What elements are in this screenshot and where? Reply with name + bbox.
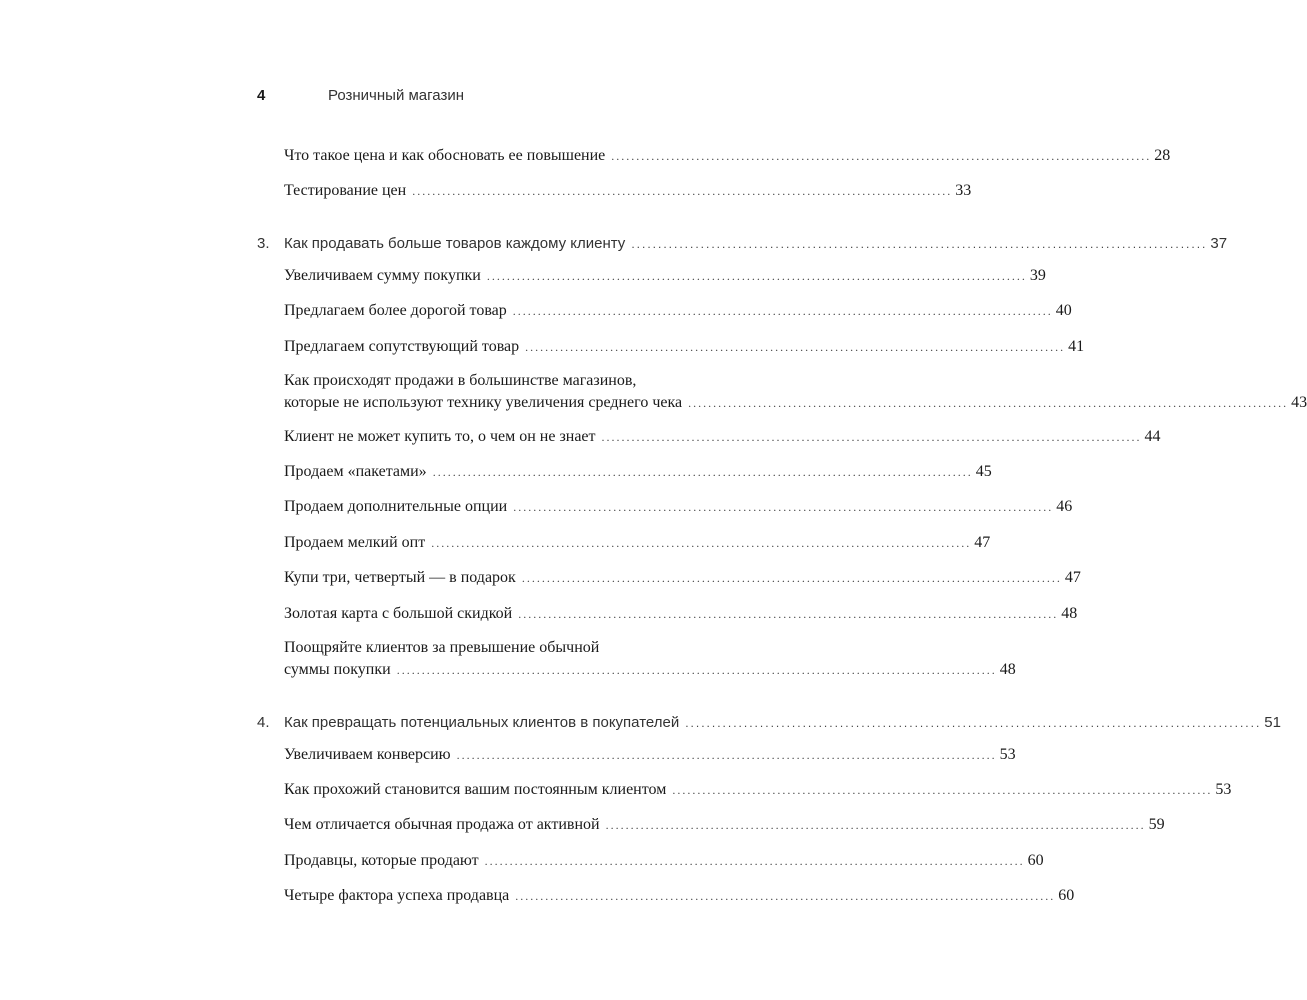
toc-entry-page: 47 (974, 534, 991, 551)
dot-leader: ............................................................................................................ (431, 536, 972, 550)
toc-entry-page: 43 (1291, 394, 1307, 411)
dot-leader: ............................................................................................................ (518, 607, 1059, 621)
toc-chapter-title: Как продавать больше товаров каждому клиенту (284, 235, 626, 252)
toc-entry (284, 265, 1046, 287)
dot-leader: ............................................................................................................ (513, 500, 1054, 514)
toc-entry (284, 300, 1072, 322)
toc-entry-page: 46 (1056, 498, 1073, 515)
toc-entry (284, 145, 1171, 167)
toc-entry-page: 47 (1064, 569, 1081, 586)
toc-entry-title: Как прохожий становится вашим постоянным клиентом (284, 781, 667, 798)
dot-leader: ............................................................................................................ (685, 716, 1262, 730)
toc-chapter-title: Как превращать потенциальных клиентов в покупателей (284, 714, 680, 731)
toc-entry-page: 33 (955, 182, 972, 199)
toc-entry-page: 39 (1029, 267, 1046, 284)
toc-entry-title: Золотая карта с большой скидкой (284, 605, 513, 622)
dot-leader: ............................................................................................................ (456, 748, 997, 762)
toc-entry-page: 40 (1055, 302, 1072, 319)
dot-leader: ............................................................................................................ (512, 304, 1053, 318)
dot-leader: ............................................................................................................ (432, 465, 973, 479)
toc-chapter (257, 712, 1281, 734)
dot-leader: ........................................................................................................................ (688, 396, 1289, 410)
toc-chapter (257, 233, 1228, 255)
toc-entry-title: Клиент не может купить то, о чем он не знает (284, 428, 596, 445)
toc-entry-title-line2: которые не используют технику увеличения среднего чека (284, 394, 683, 411)
toc-chapter-page: 37 (1210, 235, 1228, 252)
toc-entry-title: Продаем «пакетами» (284, 463, 427, 480)
toc-entry-line2 (284, 659, 1016, 681)
toc-entry-multiline (284, 370, 1307, 414)
toc-entry-multiline (284, 637, 1016, 681)
toc-entry-page: 41 (1068, 338, 1085, 355)
toc-entry-title: Продаем дополнительные опции (284, 498, 508, 515)
toc-entry (284, 496, 1073, 518)
toc-entry (284, 567, 1081, 589)
toc-entry-title: Четыре фактора успеха продавца (284, 887, 510, 904)
toc-entry-title-line2: суммы покупки (284, 661, 391, 678)
toc-entry-page: 60 (1027, 852, 1044, 869)
toc-entry (284, 885, 1075, 907)
toc-entry-page: 53 (1215, 781, 1232, 798)
toc-entry (284, 850, 1044, 872)
toc-entry-page: 53 (999, 746, 1016, 763)
running-title: Розничный магазин (328, 87, 464, 104)
toc-entry-title: Продавцы, которые продают (284, 852, 479, 869)
toc-entry-title: Тестирование цен (284, 182, 407, 199)
toc-entry (284, 532, 991, 554)
toc-entry-title-line1: Поощряйте клиентов за превышение обычной (284, 639, 600, 656)
toc-chapter-page: 51 (1264, 714, 1281, 731)
toc-entry-page: 48 (999, 661, 1016, 678)
toc-entry (284, 461, 992, 483)
page-number: 4 (257, 87, 266, 104)
toc-entry-title: Чем отличается обычная продажа от активной (284, 816, 600, 833)
toc-entry-title: Увеличиваем конверсию (284, 746, 451, 763)
toc-entry-title: Предлагаем более дорогой товар (284, 302, 507, 319)
toc-entry (284, 180, 972, 202)
toc-entry-title-line1: Как происходят продажи в большинстве магазинов, (284, 372, 637, 389)
dot-leader: ............................................................................................................ (611, 149, 1152, 163)
toc-entry (284, 603, 1078, 625)
dot-leader: ............................................................................................................ (484, 854, 1025, 868)
toc-entry (284, 779, 1232, 801)
toc-entry (284, 336, 1085, 358)
dot-leader: ........................................................................................................................ (396, 663, 997, 677)
dot-leader: ............................................................................................................ (515, 889, 1056, 903)
toc-entry-page: 59 (1148, 816, 1165, 833)
toc-entry-page: 60 (1058, 887, 1075, 904)
toc-entry-page: 48 (1061, 605, 1078, 622)
dot-leader: ............................................................................................................ (631, 237, 1208, 251)
toc-entry-line2 (284, 392, 1307, 414)
toc-entry-title: Увеличиваем сумму покупки (284, 267, 481, 284)
toc-entry (284, 426, 1161, 448)
chapter-number: 3. (257, 235, 270, 252)
toc-entry (284, 814, 1165, 836)
toc-entry-title: Купи три, четвертый — в подарок (284, 569, 516, 586)
dot-leader: ............................................................................................................ (605, 818, 1146, 832)
dot-leader: ............................................................................................................ (412, 184, 953, 198)
toc-entry-page: 28 (1154, 147, 1171, 164)
toc-entry (284, 744, 1016, 766)
toc-entry-page: 44 (1144, 428, 1161, 445)
dot-leader: ............................................................................................................ (672, 783, 1213, 797)
dot-leader: ............................................................................................................ (486, 269, 1027, 283)
chapter-number: 4. (257, 714, 270, 731)
dot-leader: ............................................................................................................ (525, 340, 1066, 354)
toc-entry-title: Продаем мелкий опт (284, 534, 426, 551)
toc-entry-page: 45 (975, 463, 992, 480)
toc-entry-title: Что такое цена и как обосновать ее повышение (284, 147, 606, 164)
toc-entry-title: Предлагаем сопутствующий товар (284, 338, 520, 355)
dot-leader: ............................................................................................................ (521, 571, 1062, 585)
dot-leader: ............................................................................................................ (601, 430, 1142, 444)
